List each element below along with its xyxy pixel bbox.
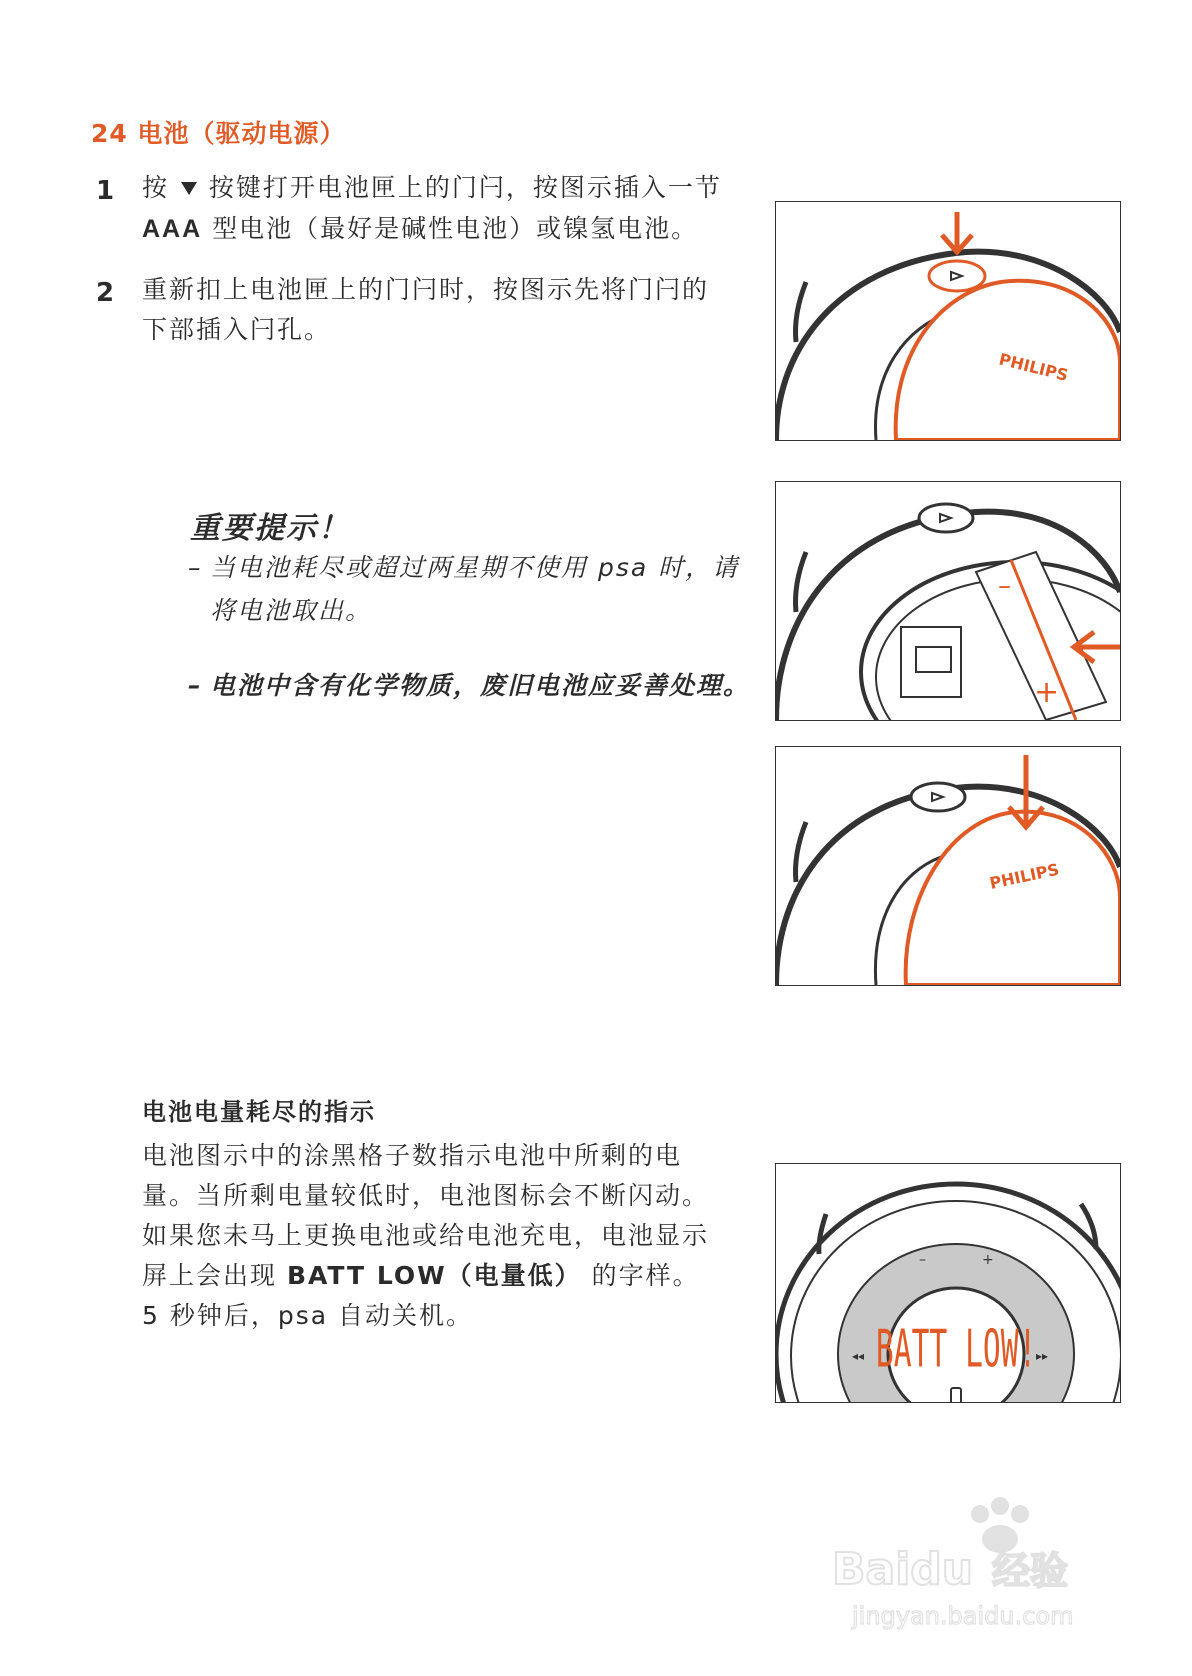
figure-open-door [775,201,1121,441]
note-dash: – [188,553,203,582]
prev-icon: ◂◂ [852,1349,865,1363]
batt-low-display-text: BATT LOW! [875,1318,1037,1379]
plus-label: + [1034,675,1060,710]
philips-logo-1: PHILIPS [997,349,1071,385]
step-1-text-c: 型电池（最好是碱性电池）或镍氢电池。 [212,214,699,243]
section-title: 24 电池（驱动电源） [91,119,346,148]
display-minus-label: – [919,1252,926,1268]
step-1-text-bold: AAA [142,215,203,243]
note-item-1 [188,546,755,632]
step-2-number: 2 [96,278,115,308]
step-2-text: 重新扣上电池匣上的门闩时，按图示先将门闩的下部插入闩孔。 [142,275,710,344]
philips-logo-2: PHILIPS [987,859,1061,893]
triangle-down-icon [179,169,199,209]
note-item-2 [188,664,755,707]
baidu-logo: Baidu [832,1544,974,1595]
jingyan-logo: 经验 [992,1549,1069,1593]
watermark [822,1484,1132,1634]
display-plus-label: + [982,1252,994,1268]
low-battery-title: 电池电量耗尽的指示 [142,1098,376,1126]
watermark-url: jingyan.baidu.com [852,1602,1074,1630]
note-item-1-text: 当电池耗尽或超过两星期不使用 psa 时，请将电池取出。 [210,553,740,625]
step-1-text-b: 按键打开电池匣上的门闩，按图示插入一节 [208,173,722,202]
figure-batt-low-display [775,1163,1121,1403]
note-item-2-text: 电池中含有化学物质，废旧电池应妥善处理。 [210,671,751,700]
note-dash: – [188,671,203,700]
step-1-number: 1 [96,176,115,206]
step-1-text [142,168,742,249]
figure-close-door [775,746,1121,986]
minus-label: – [998,571,1011,601]
note-title: 重要提示！ [190,511,350,546]
low-battery-text-b: 的字样。5 秒钟后，psa 自动关机。 [142,1261,700,1330]
low-battery-text [142,1136,712,1336]
step-1-text-a: 按 [142,173,170,202]
low-battery-text-a: 电池图示中的涂黑格子数指示电池中所剩的电量。当所剩电量较低时，电池图标会不断闪动。如果您未马上更换电池或给电池充电，电池显示屏上会出现 [142,1141,710,1290]
batt-low-label: BATT LOW（电量低） [286,1261,582,1290]
next-icon: ▸▸ [1036,1349,1049,1363]
figure-battery-insert [775,481,1121,721]
